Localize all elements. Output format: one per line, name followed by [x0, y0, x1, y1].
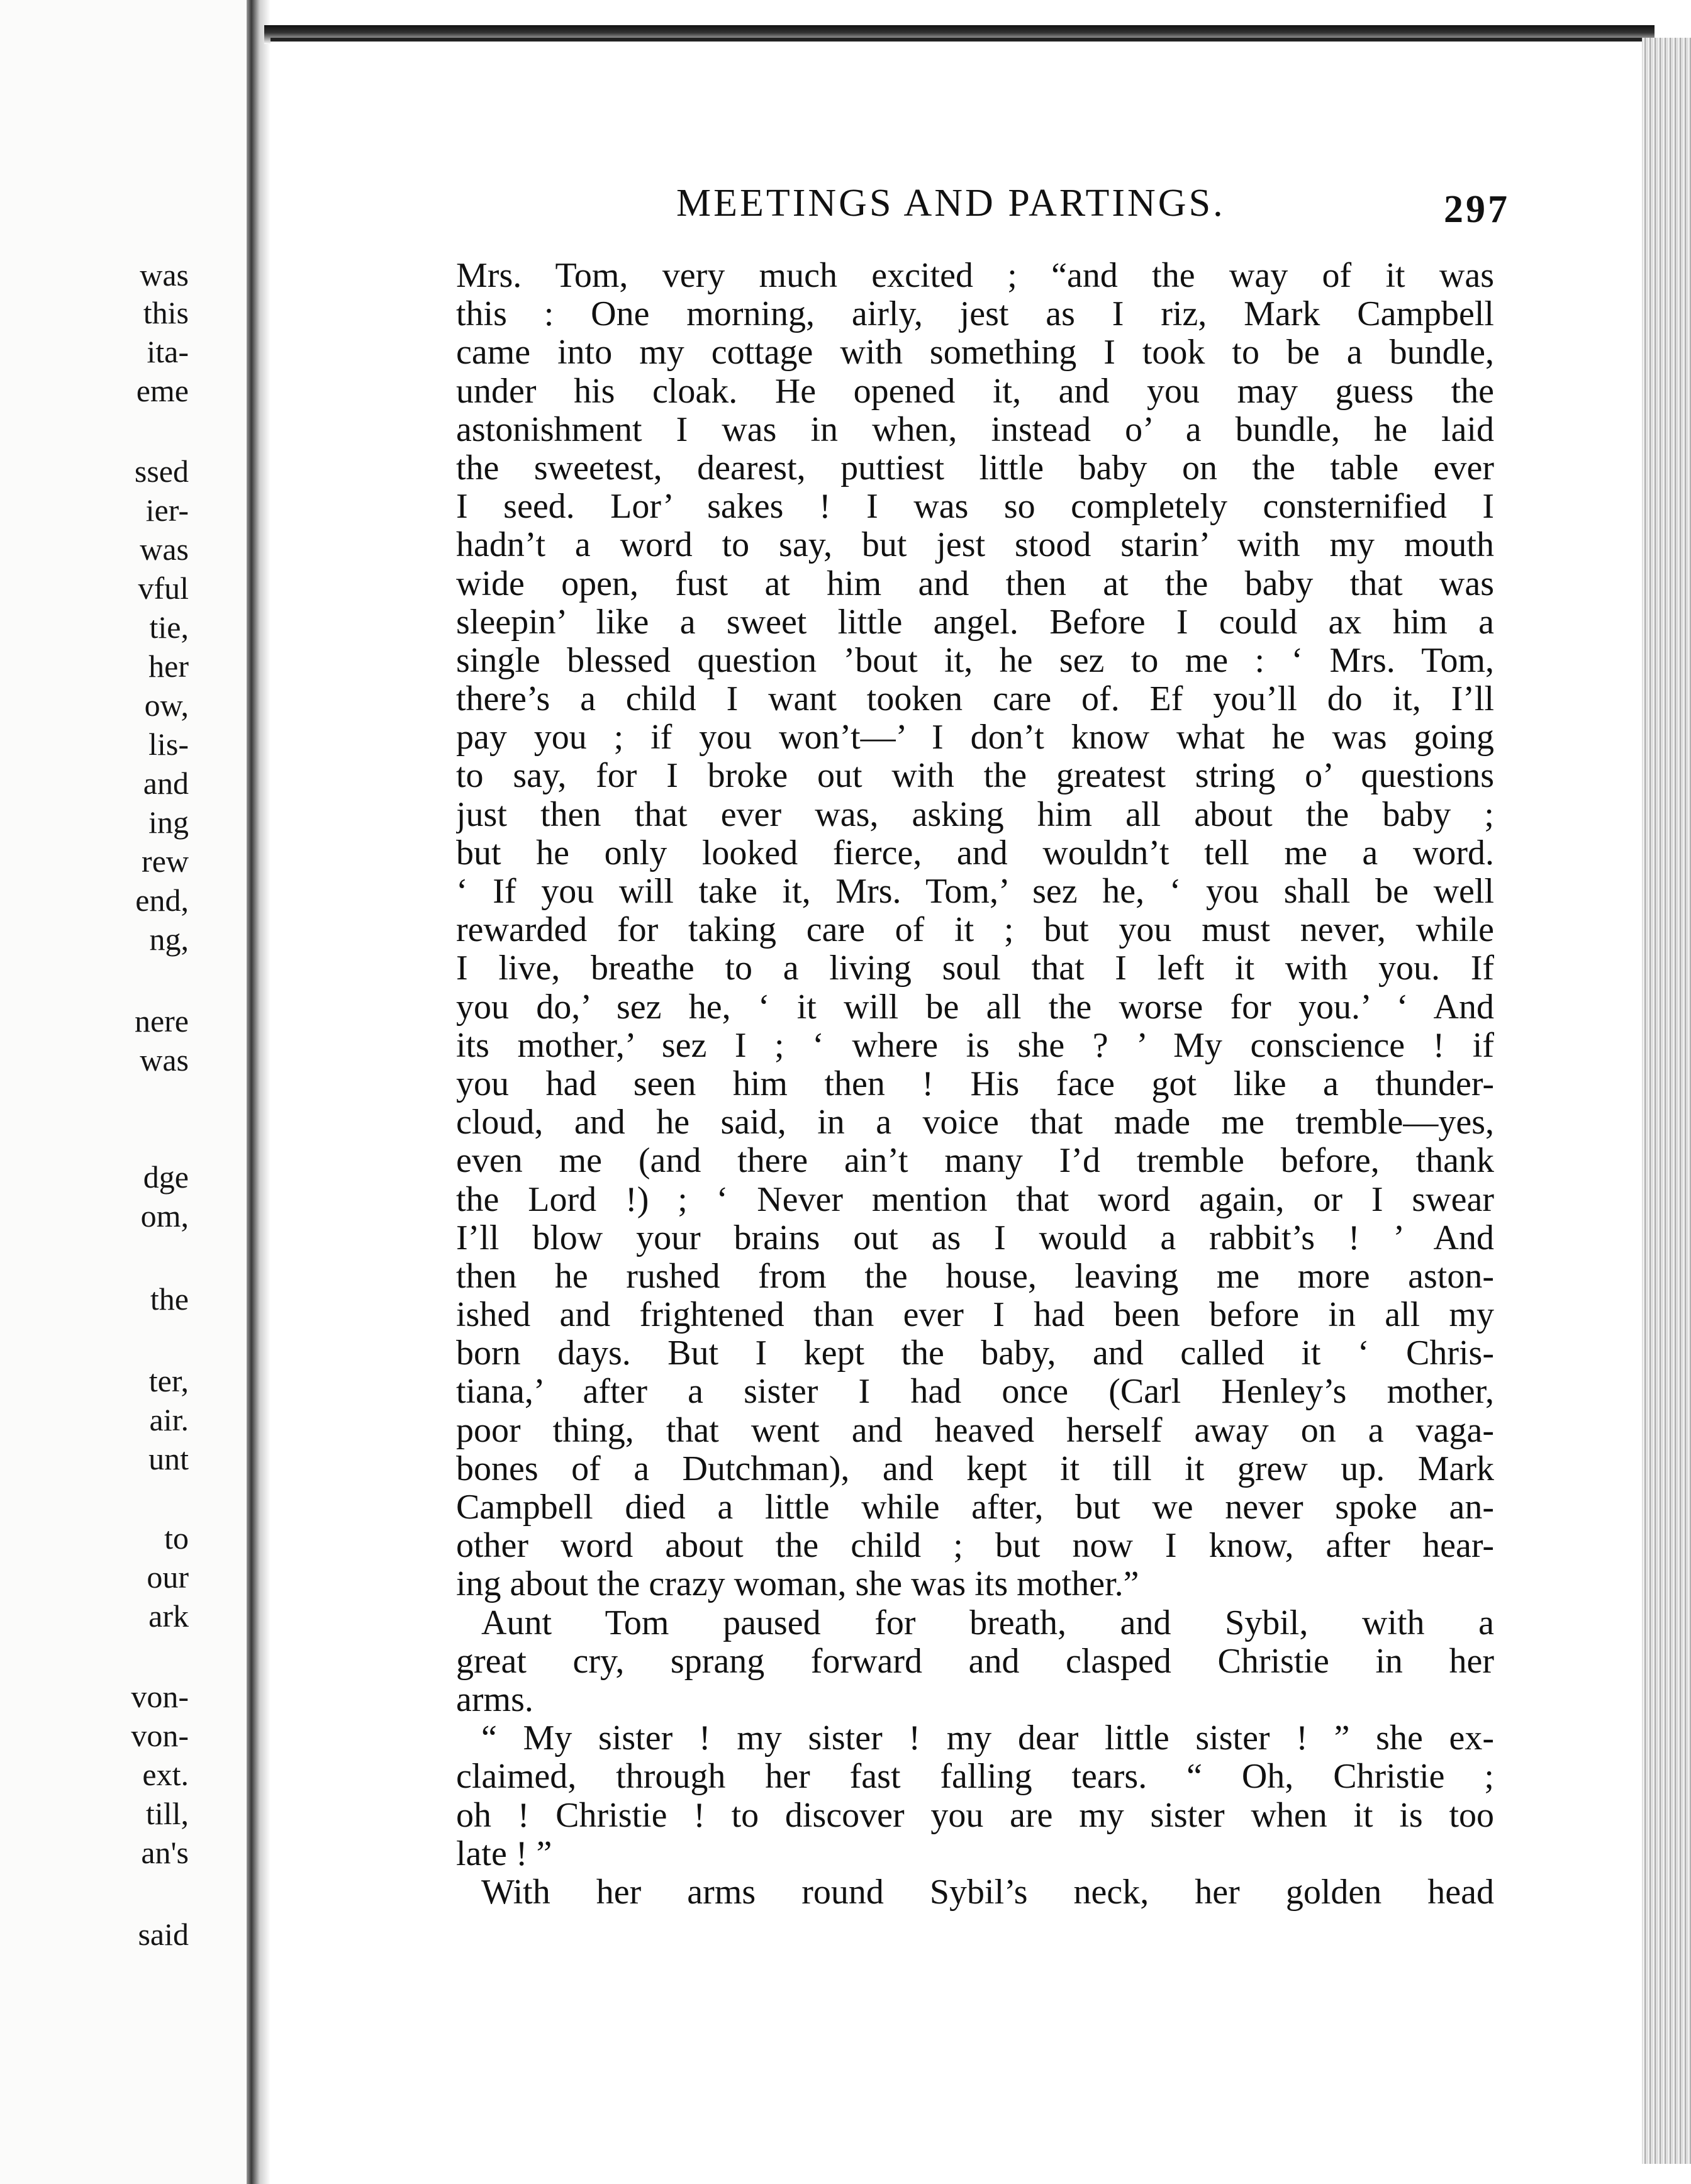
left-fragment: end,	[135, 883, 189, 918]
left-fragment: an's	[141, 1835, 189, 1870]
text-line: tiana,’ after a sister I had once (Carl Henley’s mother,	[456, 1373, 1494, 1412]
left-fragment: nere	[134, 1003, 189, 1039]
left-fragment: dge	[143, 1159, 189, 1195]
left-fragment: vful	[138, 571, 189, 606]
left-fragment: tie,	[149, 610, 189, 645]
left-fragment: was	[140, 257, 189, 292]
left-page-fragments	[0, 0, 252, 2184]
left-fragment: said	[138, 1917, 189, 1952]
text-line: the sweetest, dearest, puttiest little baby on the table ever	[456, 448, 1494, 488]
text-line: “ My sister ! my sister ! my dear little sister ! ” she ex-	[481, 1719, 1494, 1758]
left-fragment: unt	[148, 1441, 189, 1476]
left-fragment: ow,	[144, 688, 189, 723]
text-line: Mrs. Tom, very much excited ; “and the way of it was	[456, 257, 1494, 295]
text-line: even me (and there ain’t many I’d tremble before, thank	[456, 1142, 1494, 1181]
text-line: bones of a Dutchman), and kept it till it grew up. Mark	[456, 1449, 1494, 1488]
text-line: I’ll blow your brains out as I would a rabbit’s ! ’ And	[456, 1218, 1494, 1257]
left-fragment: ark	[148, 1598, 189, 1634]
left-page	[0, 0, 252, 2184]
text-line: wide open, fust at him and then at the baby that was	[456, 564, 1494, 603]
text-line: cloud, and he said, in a voice that made me tremble—yes,	[456, 1103, 1494, 1142]
left-fragment: this	[143, 295, 189, 330]
left-fragment: ng,	[149, 922, 189, 957]
text-line: poor thing, that went and heaved herself away on a vaga-	[456, 1411, 1494, 1450]
left-fragment: von-	[131, 1679, 189, 1714]
page-number: 297	[1444, 188, 1510, 231]
left-fragment: ssed	[134, 454, 189, 489]
page-edge	[1642, 38, 1691, 2164]
left-fragment: to	[164, 1520, 189, 1556]
text-line: its mother,’ sez I ; ‘ where is she ? ’ My conscience ! if	[456, 1026, 1494, 1065]
left-fragment: rew	[142, 844, 189, 879]
left-fragment: air.	[149, 1402, 189, 1437]
text-line: Campbell died a little while after, but we never spoke an-	[456, 1488, 1494, 1527]
text-line: Aunt Tom paused for breath, and Sybil, with a	[481, 1603, 1494, 1642]
text-line: came into my cottage with something I took to be a bundle,	[456, 333, 1494, 372]
left-fragment: her	[148, 649, 189, 684]
left-fragment: the	[150, 1281, 189, 1317]
left-fragment: lis-	[148, 727, 189, 762]
left-fragment: was	[140, 1042, 189, 1078]
text-line: just then that ever was, asking him all about the baby ;	[456, 795, 1494, 834]
left-fragment: ier-	[145, 493, 189, 528]
text-line: late ! ”	[456, 1834, 552, 1873]
left-fragment: our	[147, 1559, 189, 1595]
text-line: I seed. Lor’ sakes ! I was so completely consternified I	[456, 488, 1494, 526]
text-line: to say, for I broke out with the greatest string o’ questions	[456, 757, 1494, 796]
text-line: sleepin’ like a sweet little angel. Before I could ax him a	[456, 603, 1494, 642]
text-line: single blessed question ’bout it, he sez to me : ‘ Mrs. Tom,	[456, 641, 1494, 680]
text-line: you had seen him then ! His face got like a thunder-	[456, 1064, 1494, 1103]
text-line: ‘ If you will take it, Mrs. Tom,’ sez he, ‘ you shall be well	[456, 872, 1494, 911]
text-line: rewarded for taking care of it ; but you must never, while	[456, 911, 1494, 950]
text-line: the Lord !) ; ‘ Never mention that word again, or I swear	[456, 1180, 1494, 1219]
text-line: hadn’t a word to say, but jest stood starin’ with my mouth	[456, 526, 1494, 565]
left-fragment: von-	[131, 1718, 189, 1753]
left-fragment: eme	[136, 373, 189, 408]
text-line: With her arms round Sybil’s neck, her golden head	[481, 1873, 1494, 1912]
text-line: astonishment I was in when, instead o’ a bundle, he laid	[456, 410, 1494, 449]
text-line: arms.	[456, 1680, 533, 1719]
left-fragment: ita-	[147, 334, 189, 369]
left-fragment: om,	[140, 1198, 189, 1234]
book-gutter	[247, 0, 271, 2184]
text-line: oh ! Christie ! to discover you are my sister when it is too	[456, 1796, 1494, 1835]
text-line: great cry, sprang forward and clasped Christie in her	[456, 1642, 1494, 1681]
body-text	[456, 257, 1494, 1912]
left-fragment: till,	[145, 1796, 189, 1831]
left-fragment: ter,	[148, 1363, 189, 1398]
running-head: MEETINGS AND PARTINGS.	[676, 182, 1225, 225]
text-line: but he only looked fierce, and wouldn’t tell me a word.	[456, 833, 1494, 872]
left-fragment: ing	[148, 805, 189, 840]
text-line: I live, breathe to a living soul that I left it with you. If	[456, 949, 1494, 988]
left-fragment: ext.	[142, 1757, 189, 1792]
text-line: ing about the crazy woman, she was its mother.”	[456, 1565, 1139, 1604]
text-line: claimed, through her fast falling tears. “ Oh, Christie ;	[456, 1758, 1494, 1797]
text-line: then he rushed from the house, leaving me more aston-	[456, 1257, 1494, 1296]
left-fragment: and	[143, 766, 189, 801]
text-line: under his cloak. He opened it, and you may guess the	[456, 372, 1494, 411]
text-line: ished and frightened than ever I had been before in all my	[456, 1296, 1494, 1335]
text-line: this : One morning, airly, jest as I riz, Mark Campbell	[456, 295, 1494, 334]
left-fragment: was	[140, 532, 189, 567]
text-line: pay you ; if you won’t—’ I don’t know what he was going	[456, 718, 1494, 757]
text-line: you do,’ sez he, ‘ it will be all the worse for you.’ ‘ And	[456, 988, 1494, 1027]
text-line: other word about the child ; but now I know, after hear-	[456, 1527, 1494, 1566]
text-line: there’s a child I want tooken care of. Ef you’ll do it, I’ll	[456, 680, 1494, 719]
text-line: born days. But I kept the baby, and called it ‘ Chris-	[456, 1334, 1494, 1373]
